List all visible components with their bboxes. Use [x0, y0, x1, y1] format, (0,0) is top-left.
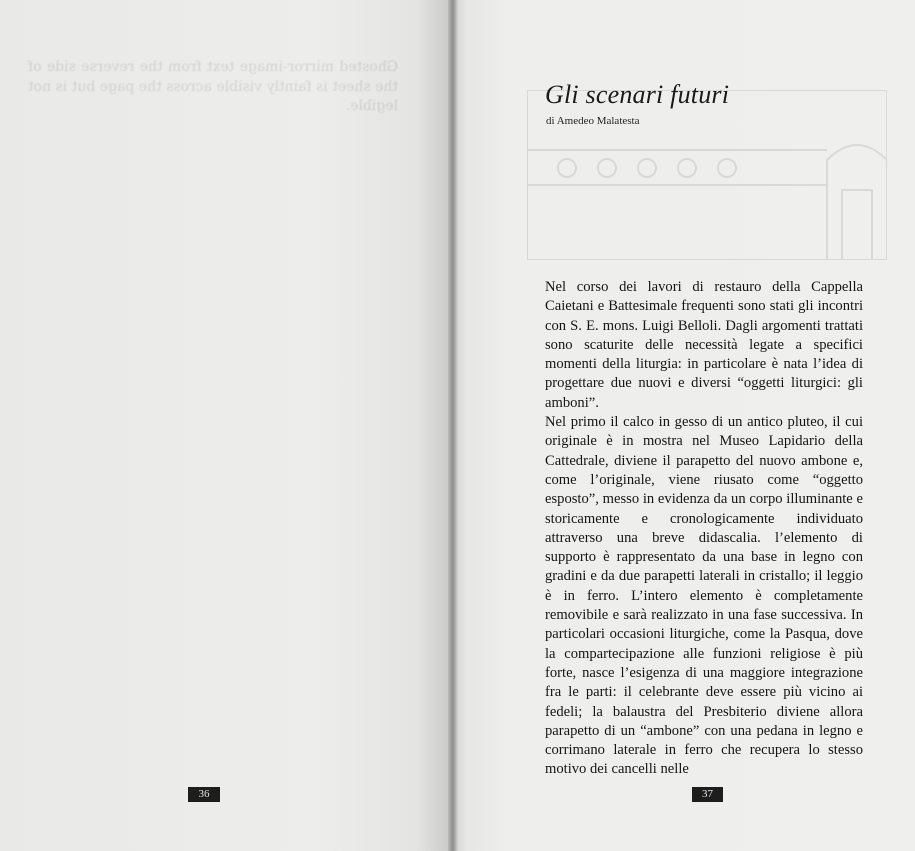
book-gutter	[448, 0, 458, 851]
page-number-left: 36	[188, 787, 220, 802]
show-through-text	[28, 58, 398, 117]
left-page	[0, 0, 452, 851]
article-title: Gli scenari futuri	[545, 80, 730, 109]
article-byline: di Amedeo Malatesta	[546, 115, 640, 127]
right-page	[452, 0, 915, 851]
body-paragraph-1: Nel corso dei lavori di restauro della Cappella Caietani e Battesimale frequenti sono stati gli incontri con S. E. mons. Luigi Belloli. Dagli argomenti trattati sono scaturite delle necessità legate a specifici momenti della liturgia: in particolare è nata l’idea di progettare due nuovi e diversi “oggetti liturgici: gli amboni”.	[545, 279, 863, 411]
body-paragraph-2: Nel primo il calco in gesso di un antico pluteo, il cui originale è in mostra nel Museo Lapidario della Cattedrale, diviene il parapetto del nuovo ambone e, come l’originale, viene riusato come “oggetto esposto”, messo in evidenza da un corpo illuminante e storicamente e cronologicamente individuato attraverso una breve didascalia. l’elemento di supporto è rappresentato da una base in legno con gradini e da due parapetti laterali in cristallo; il leggio è in ferro. L’intero elemento è completamente removibile e sarà realizzato in una fase successiva. In particolari occasioni liturgiche, come la Pasqua, dove la compartecipazione alle funzioni religiose è più forte, nasce l’esigenza di una maggiore integrazione fra le parti: il celebrante deve essere più vicino ai fedeli; la balaustra del Presbiterio diviene allora parapetto di un “ambone” con una pedana in legno e corrimano laterale in ferro che recupera lo stesso motivo dei cancelli nelle	[545, 414, 863, 778]
show-through-note: Ghosted mirror-image text from the reverse side of the sheet is faintly visible across the page but is not legible.	[28, 59, 398, 115]
article-body	[545, 278, 863, 780]
page-number-right: 37	[692, 787, 723, 802]
